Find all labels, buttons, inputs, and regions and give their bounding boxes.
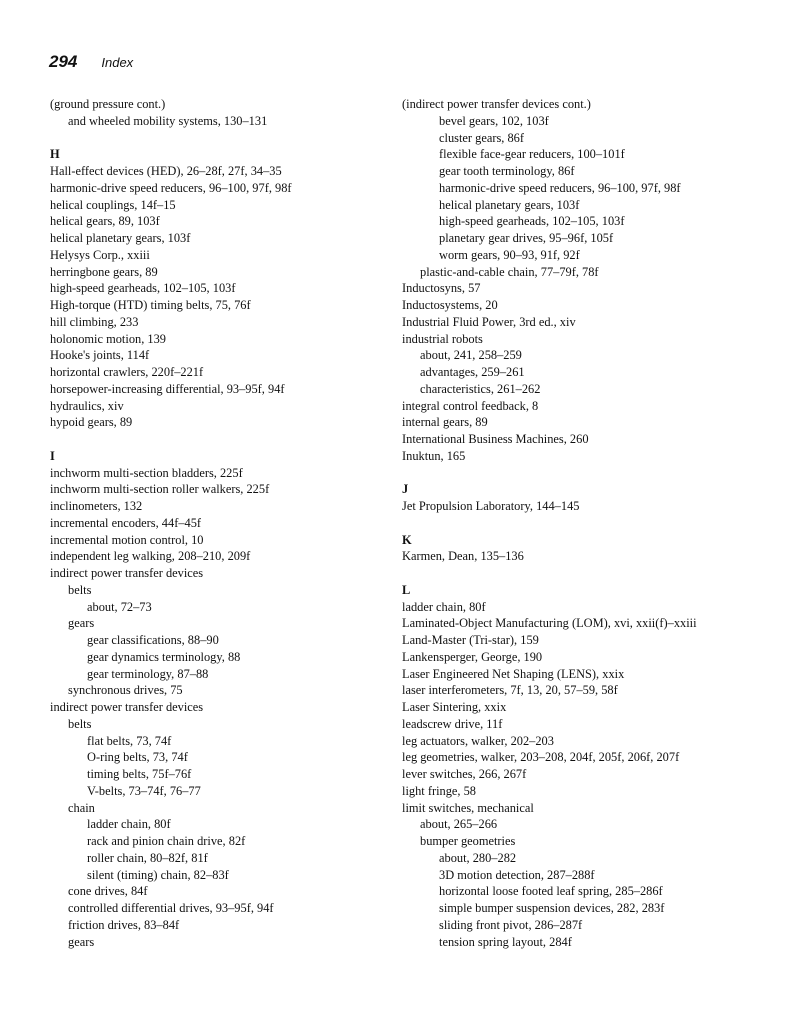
index-entry: 3D motion detection, 287–288f <box>439 867 595 882</box>
index-entry: about, 72–73 <box>87 599 152 614</box>
index-entry: rack and pinion chain drive, 82f <box>87 834 246 848</box>
index-entry: hypoid gears, 89 <box>50 415 133 430</box>
index-entry: gears <box>68 934 95 949</box>
index-entry: Karmen, Dean, 135–136 <box>402 549 524 564</box>
index-entry: flexible face-gear reducers, 100–101f <box>439 147 625 162</box>
index-entry: leg actuators, walker, 202–203 <box>402 733 554 748</box>
index-entry: chain <box>68 800 95 815</box>
index-entry: about, 265–266 <box>420 817 498 832</box>
index-entry: characteristics, 261–262 <box>420 381 541 396</box>
index-entry: helical couplings, 14f–15 <box>50 197 176 212</box>
index-entry: integral control feedback, 8 <box>402 398 539 413</box>
index-entry: limit switches, mechanical <box>402 800 534 815</box>
section-letter: K <box>402 532 412 547</box>
spacer <box>50 431 380 448</box>
index-entry: internal gears, 89 <box>402 415 488 430</box>
index-entry: horizontal crawlers, 220f–221f <box>50 365 204 379</box>
index-entry: helical planetary gears, 103f <box>439 197 580 212</box>
spacer <box>402 465 782 482</box>
index-entry: Land-Master (Tri-star), 159 <box>402 633 539 647</box>
index-entry: Jet Propulsion Laboratory, 144–145 <box>402 499 580 513</box>
index-entry: simple bumper suspension devices, 282, 283f <box>439 901 665 915</box>
index-entry: ladder chain, 80f <box>402 599 486 614</box>
index-entry: friction drives, 83–84f <box>68 917 180 932</box>
index-entry: worm gears, 90–93, 91f, 92f <box>439 247 580 262</box>
index-entry: indirect power transfer devices <box>50 566 204 580</box>
index-entry: plastic-and-cable chain, 77–79f, 78f <box>420 264 599 279</box>
index-entry: Inductosyns, 57 <box>402 281 481 296</box>
index-entry: gears <box>68 616 95 631</box>
index-entry: light fringe, 58 <box>402 783 476 798</box>
index-entry: (indirect power transfer devices cont.) <box>402 97 591 111</box>
index-entry: flat belts, 73, 74f <box>87 733 172 748</box>
index-entry: incremental motion control, 10 <box>50 532 204 547</box>
index-entry: Laser Engineered Net Shaping (LENS), xxix <box>402 666 625 681</box>
section-letter: J <box>402 482 409 497</box>
index-entry: timing belts, 75f–76f <box>87 767 192 781</box>
index-entry: cluster gears, 86f <box>439 130 524 145</box>
index-entry: controlled differential drives, 93–95f, 94f <box>68 901 274 915</box>
index-entry: synchronous drives, 75 <box>68 683 183 698</box>
index-entry: tension spring layout, 284f <box>439 934 572 949</box>
index-entry: cone drives, 84f <box>68 884 148 899</box>
index-entry: (ground pressure cont.) <box>50 97 166 111</box>
page-header <box>49 52 133 72</box>
index-entry: helical gears, 89, 103f <box>50 214 160 229</box>
index-entry: indirect power transfer devices <box>50 700 204 714</box>
index-entry: silent (timing) chain, 82–83f <box>87 867 229 882</box>
index-entry: Industrial Fluid Power, 3rd ed., xiv <box>402 314 576 329</box>
section-letter: I <box>50 448 55 463</box>
index-entry: horizontal loose footed leaf spring, 285–286f <box>439 884 663 899</box>
index-entry: belts <box>68 716 92 731</box>
index-entry: gear terminology, 87–88 <box>87 666 209 681</box>
index-entry: horsepower-increasing differential, 93–95f, 94f <box>50 381 285 396</box>
index-entry: O-ring belts, 73, 74f <box>87 750 188 765</box>
index-entry: inchworm multi-section roller walkers, 225f <box>50 482 270 497</box>
index-entry: Hooke's joints, 114f <box>50 348 150 363</box>
spacer <box>402 565 782 582</box>
index-entry: Lankensperger, George, 190 <box>402 649 543 664</box>
section-letter: H <box>50 147 60 162</box>
index-entry: about, 280–282 <box>439 850 517 865</box>
index-entry: Laminated-Object Manufacturing (LOM), xvi, xxii(f)–xxiii <box>402 616 697 631</box>
index-entry: International Business Machines, 260 <box>402 432 589 446</box>
index-entry: harmonic-drive speed reducers, 96–100, 97f, 98f <box>50 180 292 195</box>
index-entry: Inuktun, 165 <box>402 448 466 463</box>
index-entry: inchworm multi-section bladders, 225f <box>50 465 243 480</box>
index-entry: ladder chain, 80f <box>87 817 171 832</box>
index-entry: Inductosystems, 20 <box>402 298 498 312</box>
index-entry: sliding front pivot, 286–287f <box>439 917 583 932</box>
index-entry: bumper geometries <box>420 834 516 848</box>
index-entry: hydraulics, xiv <box>50 398 124 413</box>
index-entry: holonomic motion, 139 <box>50 331 166 346</box>
index-entry: harmonic-drive speed reducers, 96–100, 97f, 98f <box>439 180 681 195</box>
index-entry: and wheeled mobility systems, 130–131 <box>68 113 268 128</box>
index-entry: laser interferometers, 7f, 13, 20, 57–59, 58f <box>402 683 618 698</box>
index-entry: V-belts, 73–74f, 76–77 <box>87 783 201 798</box>
index-column-right <box>402 96 782 950</box>
index-entry: leg geometries, walker, 203–208, 204f, 205f, 206f, 207f <box>402 750 680 765</box>
index-entry: leadscrew drive, 11f <box>402 716 503 731</box>
index-entry: industrial robots <box>402 331 483 346</box>
index-entry: high-speed gearheads, 102–105, 103f <box>439 214 625 229</box>
index-entry: helical planetary gears, 103f <box>50 231 191 245</box>
index-entry: incremental encoders, 44f–45f <box>50 515 202 530</box>
index-entry: gear dynamics terminology, 88 <box>87 649 241 664</box>
index-entry: lever switches, 266, 267f <box>402 767 527 781</box>
spacer <box>50 130 380 147</box>
index-entry: planetary gear drives, 95–96f, 105f <box>439 231 614 245</box>
index-entry: gear classifications, 88–90 <box>87 633 219 647</box>
running-title: Index <box>101 55 134 70</box>
spacer <box>402 515 782 532</box>
index-column-left <box>50 96 380 950</box>
index-entry: Helysys Corp., xxiii <box>50 247 150 262</box>
section-letter: L <box>402 582 411 597</box>
index-entry: gear tooth terminology, 86f <box>439 164 575 178</box>
index-entry: belts <box>68 582 92 597</box>
index-entry: herringbone gears, 89 <box>50 264 158 279</box>
index-entry: bevel gears, 102, 103f <box>439 113 549 128</box>
index-entry: about, 241, 258–259 <box>420 348 522 363</box>
index-entry: advantages, 259–261 <box>420 365 525 379</box>
index-entry: High-torque (HTD) timing belts, 75, 76f <box>50 298 251 312</box>
index-entry: Laser Sintering, xxix <box>402 700 507 714</box>
page-number: 294 <box>49 52 78 71</box>
index-entry: independent leg walking, 208–210, 209f <box>50 549 251 564</box>
index-entry: high-speed gearheads, 102–105, 103f <box>50 281 236 296</box>
index-entry: inclinometers, 132 <box>50 499 143 513</box>
index-entry: Hall-effect devices (HED), 26–28f, 27f, 34–35 <box>50 164 282 178</box>
index-entry: hill climbing, 233 <box>50 314 139 329</box>
index-entry: roller chain, 80–82f, 81f <box>87 850 208 865</box>
